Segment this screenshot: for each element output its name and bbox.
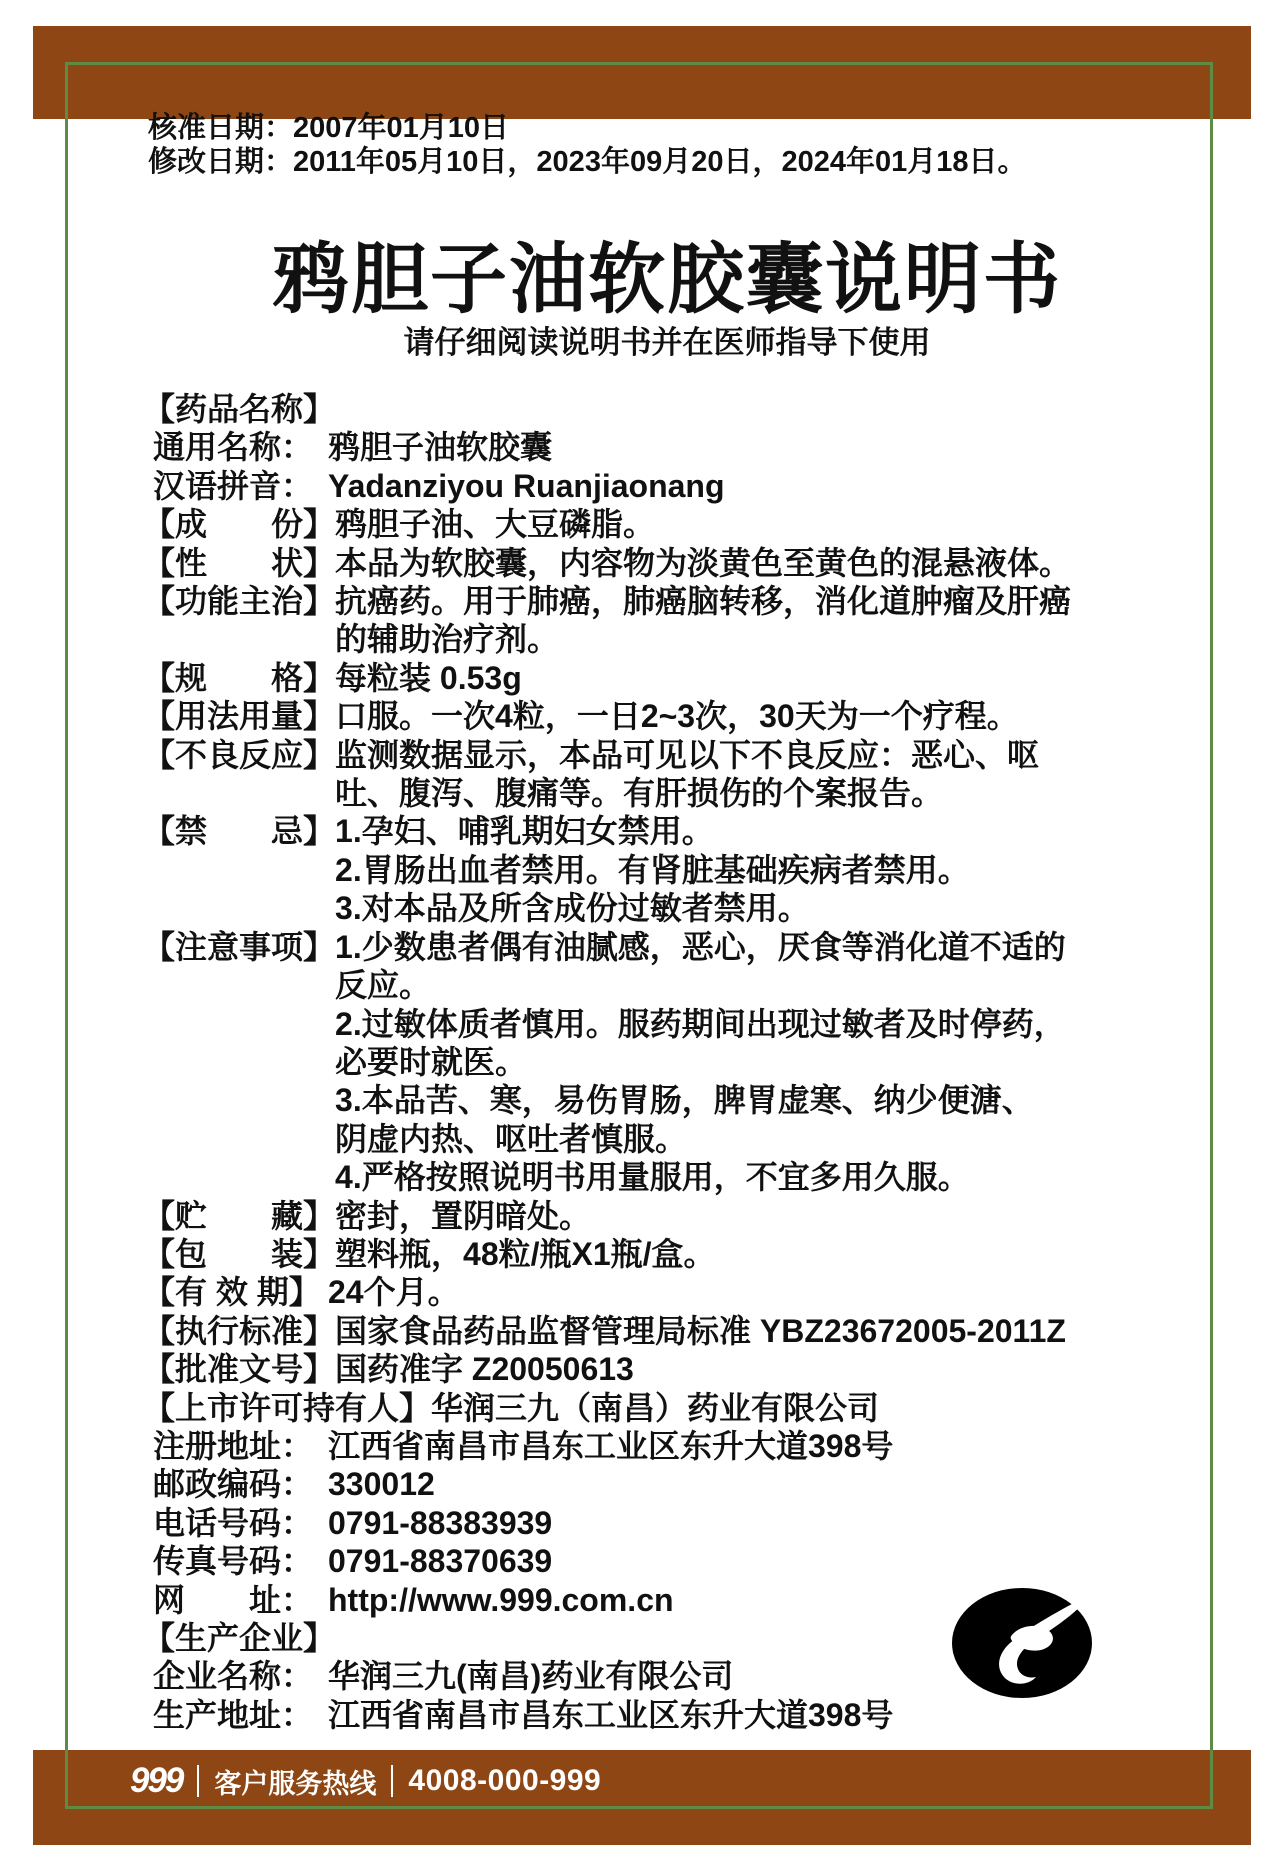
section-text-line: 必要时就医。 [335,1043,528,1080]
section-label: 【用法用量】 [143,698,336,735]
insert-row [143,928,1191,1197]
section-value [335,544,1191,582]
insert-row [143,467,1191,505]
section-label: 【药品名称】 [143,391,336,427]
insert-row [143,1389,1191,1427]
customer-service-bar [130,1759,601,1803]
section-value [335,1197,1191,1235]
insert-row [143,812,1191,927]
insert-row [143,505,1191,543]
section-label: 【上市许可持有人】 [143,1389,432,1426]
section-text-line: 抗癌药。用于肺癌，肺癌脑转移，消化道肿瘤及肝癌 [335,583,1072,620]
999-swirl-logo-icon [950,1582,1098,1700]
section-text-line: 本品为软胶囊，内容物为淡黄色至黄色的混悬液体。 [335,544,1072,581]
section-text-line: 鸦胆子油、大豆磷脂。 [335,506,656,543]
insert-row [143,1273,1191,1311]
insert-row [143,736,1191,813]
section-text-line: 1.少数患者偶有油腻感，恶心，厌食等消化道不适的 [335,928,1066,965]
section-value [328,1273,1191,1311]
insert-row [143,1427,1191,1465]
section-label: 传真号码： [153,1543,314,1580]
page-subtitle: 请仔细阅读说明书并在医师指导下使用 [403,325,931,360]
insert-row [143,1197,1191,1235]
approval-date-line: 核准日期：2007年01月10日 [148,112,510,144]
section-text-line: 密封，置阴暗处。 [335,1197,592,1234]
section-value [335,736,1191,813]
section-text-line: 塑料瓶，48粒/瓶X1瓶/盒。 [335,1235,716,1272]
section-value [328,1427,1191,1465]
section-label: 【执行标准】 [143,1312,336,1349]
section-value [335,582,1191,659]
section-label: 【贮 藏】 [143,1197,336,1234]
date-block [143,112,1191,179]
section-text-line: 2.过敏体质者慎用。服药期间出现过敏者及时停药， [335,1005,1066,1042]
section-value [335,659,1191,697]
insert-row [143,1542,1191,1580]
999-brand-mark: 999 [130,1761,183,1800]
section-label: 【有 效 期】 [143,1274,321,1311]
service-hotline-label: 客户服务热线 [214,1768,377,1799]
section-text-line: 4.严格按照说明书用量服用，不宜多用久服。 [335,1159,970,1196]
section-value [328,1696,1191,1734]
section-value [335,1350,1191,1388]
section-text-line: 口服。一次4粒，一日2~3次，30天为一个疗程。 [335,698,1019,735]
section-label: 电话号码： [153,1504,314,1541]
section-text-line: 江西省南昌市昌东工业区东升大道398号 [328,1696,894,1733]
section-label: 通用名称： [153,429,314,466]
section-label: 【成 份】 [143,506,336,543]
section-text-line: 华润三九（南昌）药业有限公司 [431,1389,880,1426]
section-label: 汉语拼音： [153,467,314,504]
section-value [335,1235,1191,1273]
section-text-line: 0791-88383939 [328,1504,553,1541]
insert-row [143,659,1191,697]
section-label: 【规 格】 [143,659,336,696]
section-label: 【包 装】 [143,1235,336,1272]
section-text-line: 阴虚内热、呕吐者慎服。 [335,1120,688,1157]
section-label: 【禁 忌】 [143,813,336,850]
sections-list [143,390,1191,1734]
section-text-line: 2.胃肠出血者禁用。有肾脏基础疾病者禁用。 [335,851,970,888]
page-title: 鸦胆子油软胶囊说明书 [272,237,1062,323]
insert-row [143,544,1191,582]
section-label: 生产地址： [153,1696,314,1733]
section-value [335,505,1191,543]
insert-row [143,428,1191,466]
section-text-line: 3.对本品及所含成份过敏者禁用。 [335,890,810,927]
section-value [328,428,1191,466]
insert-row [143,1350,1191,1388]
section-value [328,1465,1191,1503]
insert-row [143,697,1191,735]
insert-row [143,1312,1191,1350]
section-text-line: 0791-88370639 [328,1543,553,1580]
section-label: 【生产企业】 [143,1620,336,1656]
footer-divider [197,1765,199,1797]
section-text-line: 反应。 [335,967,432,1004]
insert-row [143,390,1191,428]
section-label: 【功能主治】 [143,583,336,620]
section-label: 注册地址： [153,1427,314,1464]
section-text-line: 国家食品药品监督管理局标准 YBZ23672005-2011Z [335,1312,1066,1349]
section-text-line: 吐、腹泻、腹痛等。有肝损伤的个案报告。 [335,775,944,812]
section-label: 邮政编码： [153,1466,314,1503]
section-value [328,1504,1191,1542]
section-text-line: 监测数据显示，本品可见以下不良反应：恶心、呕 [335,736,1040,773]
section-text-line: 的辅助治疗剂。 [335,621,560,658]
insert-row [143,1465,1191,1503]
section-text-line: 24个月。 [328,1274,460,1311]
section-text-line: 国药准字 Z20050613 [335,1351,634,1388]
footer-divider [391,1765,393,1797]
section-label: 企业名称： [153,1658,314,1695]
section-label: 网 址： [153,1581,314,1618]
section-label: 【不良反应】 [143,736,336,773]
section-label: 【批准文号】 [143,1351,336,1388]
section-value [431,1389,1191,1427]
section-text-line: 每粒装 0.53g [335,659,522,696]
section-label: 【注意事项】 [143,928,336,965]
section-text-line: 江西省南昌市昌东工业区东升大道398号 [328,1427,894,1464]
section-text-line: 330012 [328,1466,435,1503]
insert-row [143,582,1191,659]
section-label: 【性 状】 [143,544,336,581]
section-value [335,928,1191,1197]
insert-content [143,0,1191,1734]
section-text-line: 鸦胆子油软胶囊 [328,429,553,466]
section-text-line: Yadanziyou Ruanjiaonang [328,467,725,504]
service-hotline-number: 4008-000-999 [408,1764,602,1797]
section-value [335,812,1191,927]
section-text-line: http://www.999.com.cn [328,1581,674,1618]
section-text-line: 华润三九(南昌)药业有限公司 [328,1658,734,1695]
section-value [328,1542,1191,1580]
section-value [335,697,1191,735]
insert-row [143,1504,1191,1542]
insert-row [143,1235,1191,1273]
section-text-line: 1.孕妇、哺乳期妇女禁用。 [335,813,714,850]
section-value [335,1312,1191,1350]
insert-row [143,1696,1191,1734]
section-text-line: 3.本品苦、寒，易伤胃肠，脾胃虚寒、纳少便溏、 [335,1082,1034,1119]
section-value [328,467,1191,505]
revision-date-line: 修改日期：2011年05月10日，2023年09月20日，2024年01月18日。 [148,145,1027,178]
